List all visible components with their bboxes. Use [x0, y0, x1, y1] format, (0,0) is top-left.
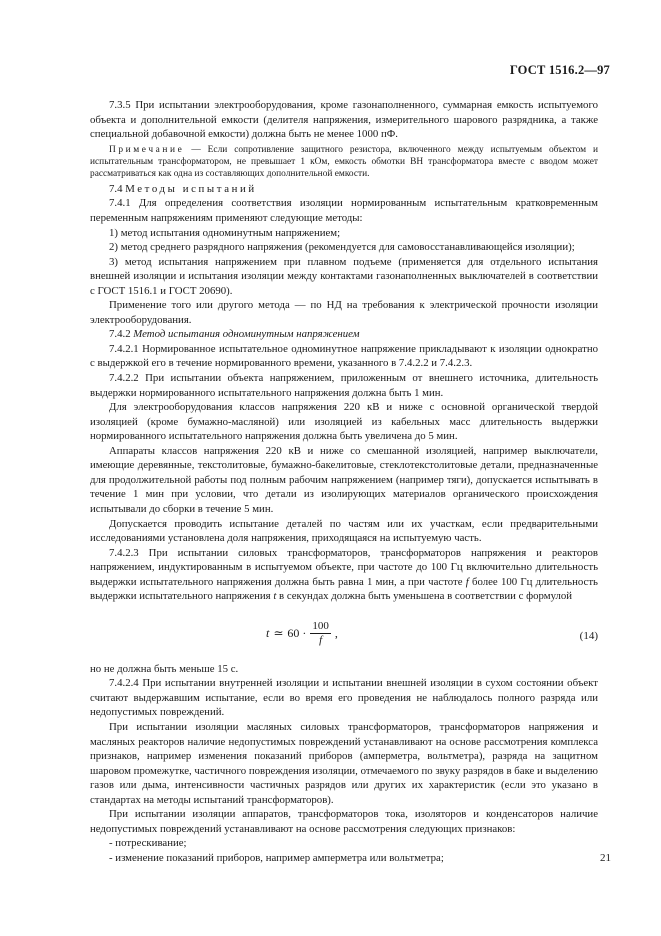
formula-14 [90, 610, 598, 658]
section-7-4-2-heading [90, 327, 598, 342]
document-body [90, 98, 598, 865]
formula-denominator: f [319, 633, 323, 646]
method-item-3: 3) метод испытания напряжением при плавном подъеме (применяется для отдельного испытания внешней изоляции и испытания изоляции между контактами газонаполненных выключателей в соответствии с ГОСТ 1516.1 и ГОСТ 20690). [90, 255, 598, 297]
paragraph-method-application: Применение того или другого метода — по НД на требования к электрической прочности изоляции электрооборудования. [90, 299, 598, 326]
formula-tail: , [334, 626, 338, 640]
paragraph-parts-testing: Допускается проводить испытание деталей по частям или их участкам, если предварительными исследованиями установлена доля напряжения, приходящаяся на испытуемую часть. [90, 517, 598, 545]
p7423-part-a: 7.4.2.3 При испытании силовых трансформаторов, трансформаторов напряжения и реакторов напряжением, индуктированным в испытуемом объекте, при частоте до 100 Гц включительно длительность выдержки испытательного напряжения должна быть равна 1 мин, а при частоте [90, 546, 598, 588]
paragraph-220kv-organic: Для электрооборудования классов напряжения 220 кВ и ниже с основной органической твердой изоляцией (кроме бумажно-масляной) или изоляцией из кабельных масс длительность выдержки нормированного испытательного напряжения должна быть увеличена до 5 мин. [90, 401, 598, 443]
p7423-symbol-f: f [465, 575, 469, 588]
paragraph-7-4-2-1: 7.4.2.1 Нормированное испытательное одноминутное напряжение прикладывают к изоляции однократно с выдержкой его в течение нормированного времени, указанного в 7.4.2.2 и 7.4.2.3. [90, 342, 598, 370]
paragraph-apparatus: При испытании изоляции аппаратов, трансформаторов тока, изоляторов и конденсаторов наличие недопустимых повреждений устанавливают на основе рассмотрения следующих признаков: [90, 808, 598, 835]
paragraph-7-3-5: 7.3.5 При испытании электрооборудования, кроме газонаполненного, суммарная емкость испытуемого объекта и дополнительной емкости (делителя напряжения, измерительного шарового разрядника, а также специальной добавочной емкости) должна быть не менее 1000 пФ. [90, 99, 598, 141]
method-item-1: 1) метод испытания одноминутным напряжением; [109, 226, 341, 239]
note-label: Примечание [109, 144, 185, 155]
formula-fraction [310, 620, 331, 647]
list-item-instruments: - изменение показаний приборов, например амперметра или вольтметра; [109, 851, 444, 864]
formula-operator: ≃ [273, 626, 284, 640]
paragraph-7-4-1: 7.4.1 Для определения соответствия изоляции нормированным испытательным кратковременным переменным напряжениям применяют следующие методы: [90, 197, 598, 225]
formula-expression [266, 620, 338, 647]
note-text: — Если сопротивление защитного резистора, включенного между испытуемым объектом и испытательным трансформатором, не превышает 1 кОм, емкость обмотки ВН трансформатора вместе с вводом может рассматриваться как одна из составляющих дополнительной емкости. [90, 144, 598, 179]
note-paragraph [90, 144, 598, 180]
formula-lhs: t [266, 626, 270, 640]
formula-numerator: 100 [312, 619, 329, 632]
section-7-4-title: Методы испытаний [125, 182, 257, 195]
paragraph-7-4-2-4: 7.4.2.4 При испытании внутренней изоляции и испытании внешней изоляции в сухом состоянии объект считают выдержавшим испытание, если во время его проведения не наблюдалось полного разряда или недопустимых повреждений. [90, 677, 598, 719]
section-7-4-number: 7.4 [109, 182, 126, 195]
paragraph-mixed-insulation: Аппараты классов напряжения 220 кВ и ниже со смешанной изоляцией, например выключатели, имеющие деревянные, текстолитовые, бумажно-бакелитовые, стеклотекстолитовые детали, предназначенные для продолжительной работы под полным рабочим напряжением (например тяги), допускается испытывать в течение 1 мин при условии, что детали из изолирующих материалов органического происхождения испытывали до сборки в течение 5 мин. [90, 444, 598, 515]
section-7-4-heading [90, 182, 598, 197]
list-item-crackling: - потрескивание; [109, 837, 187, 850]
page-number: 21 [600, 852, 611, 864]
formula-coefficient: 60 · [287, 626, 307, 640]
formula-number: (14) [579, 629, 598, 642]
section-7-4-2-title: Метод испытания одноминутным напряжением [133, 328, 360, 341]
p7423-part-c: в секундах должна быть уменьшена в соответствии с формулой [276, 590, 573, 603]
paragraph-7-4-2-2: 7.4.2.2 При испытании объекта напряжением, приложенным от внешнего источника, длительность выдержки нормированного испытательного напряжения должна быть 1 мин. [90, 372, 598, 399]
paragraph-min-15s: но не должна быть меньше 15 с. [90, 662, 239, 675]
method-item-2: 2) метод среднего разрядного напряжения (рекомендуется для самовосстанавливающейся изоляции); [109, 241, 575, 254]
paragraph-7-4-2-3 [90, 546, 598, 604]
p7423-part-b: более 100 Гц длительность выдержки испытательного напряжения [90, 575, 598, 603]
paragraph-transformers: При испытании изоляции масляных силовых трансформаторов, трансформаторов напряжения и масляных реакторов наличие недопустимых повреждений устанавливают на основе рассмотрения комплекса признаков, например изменения показаний приборов (амперметра, вольтметра), разряда на защитном шаровом промежутке, частичного повреждения изоляции, отмечаемого по звуку разрядов в баке и выделению газов или дыма, интенсивности частичных разрядов или других их характеристик (если это указано в стандартах на методы испытаний трансформаторов). [90, 720, 598, 806]
p7423-symbol-t: t [273, 590, 277, 603]
document-code-header: ГОСТ 1516.2—97 [509, 63, 610, 77]
section-7-4-2-number: 7.4.2 [109, 328, 134, 341]
